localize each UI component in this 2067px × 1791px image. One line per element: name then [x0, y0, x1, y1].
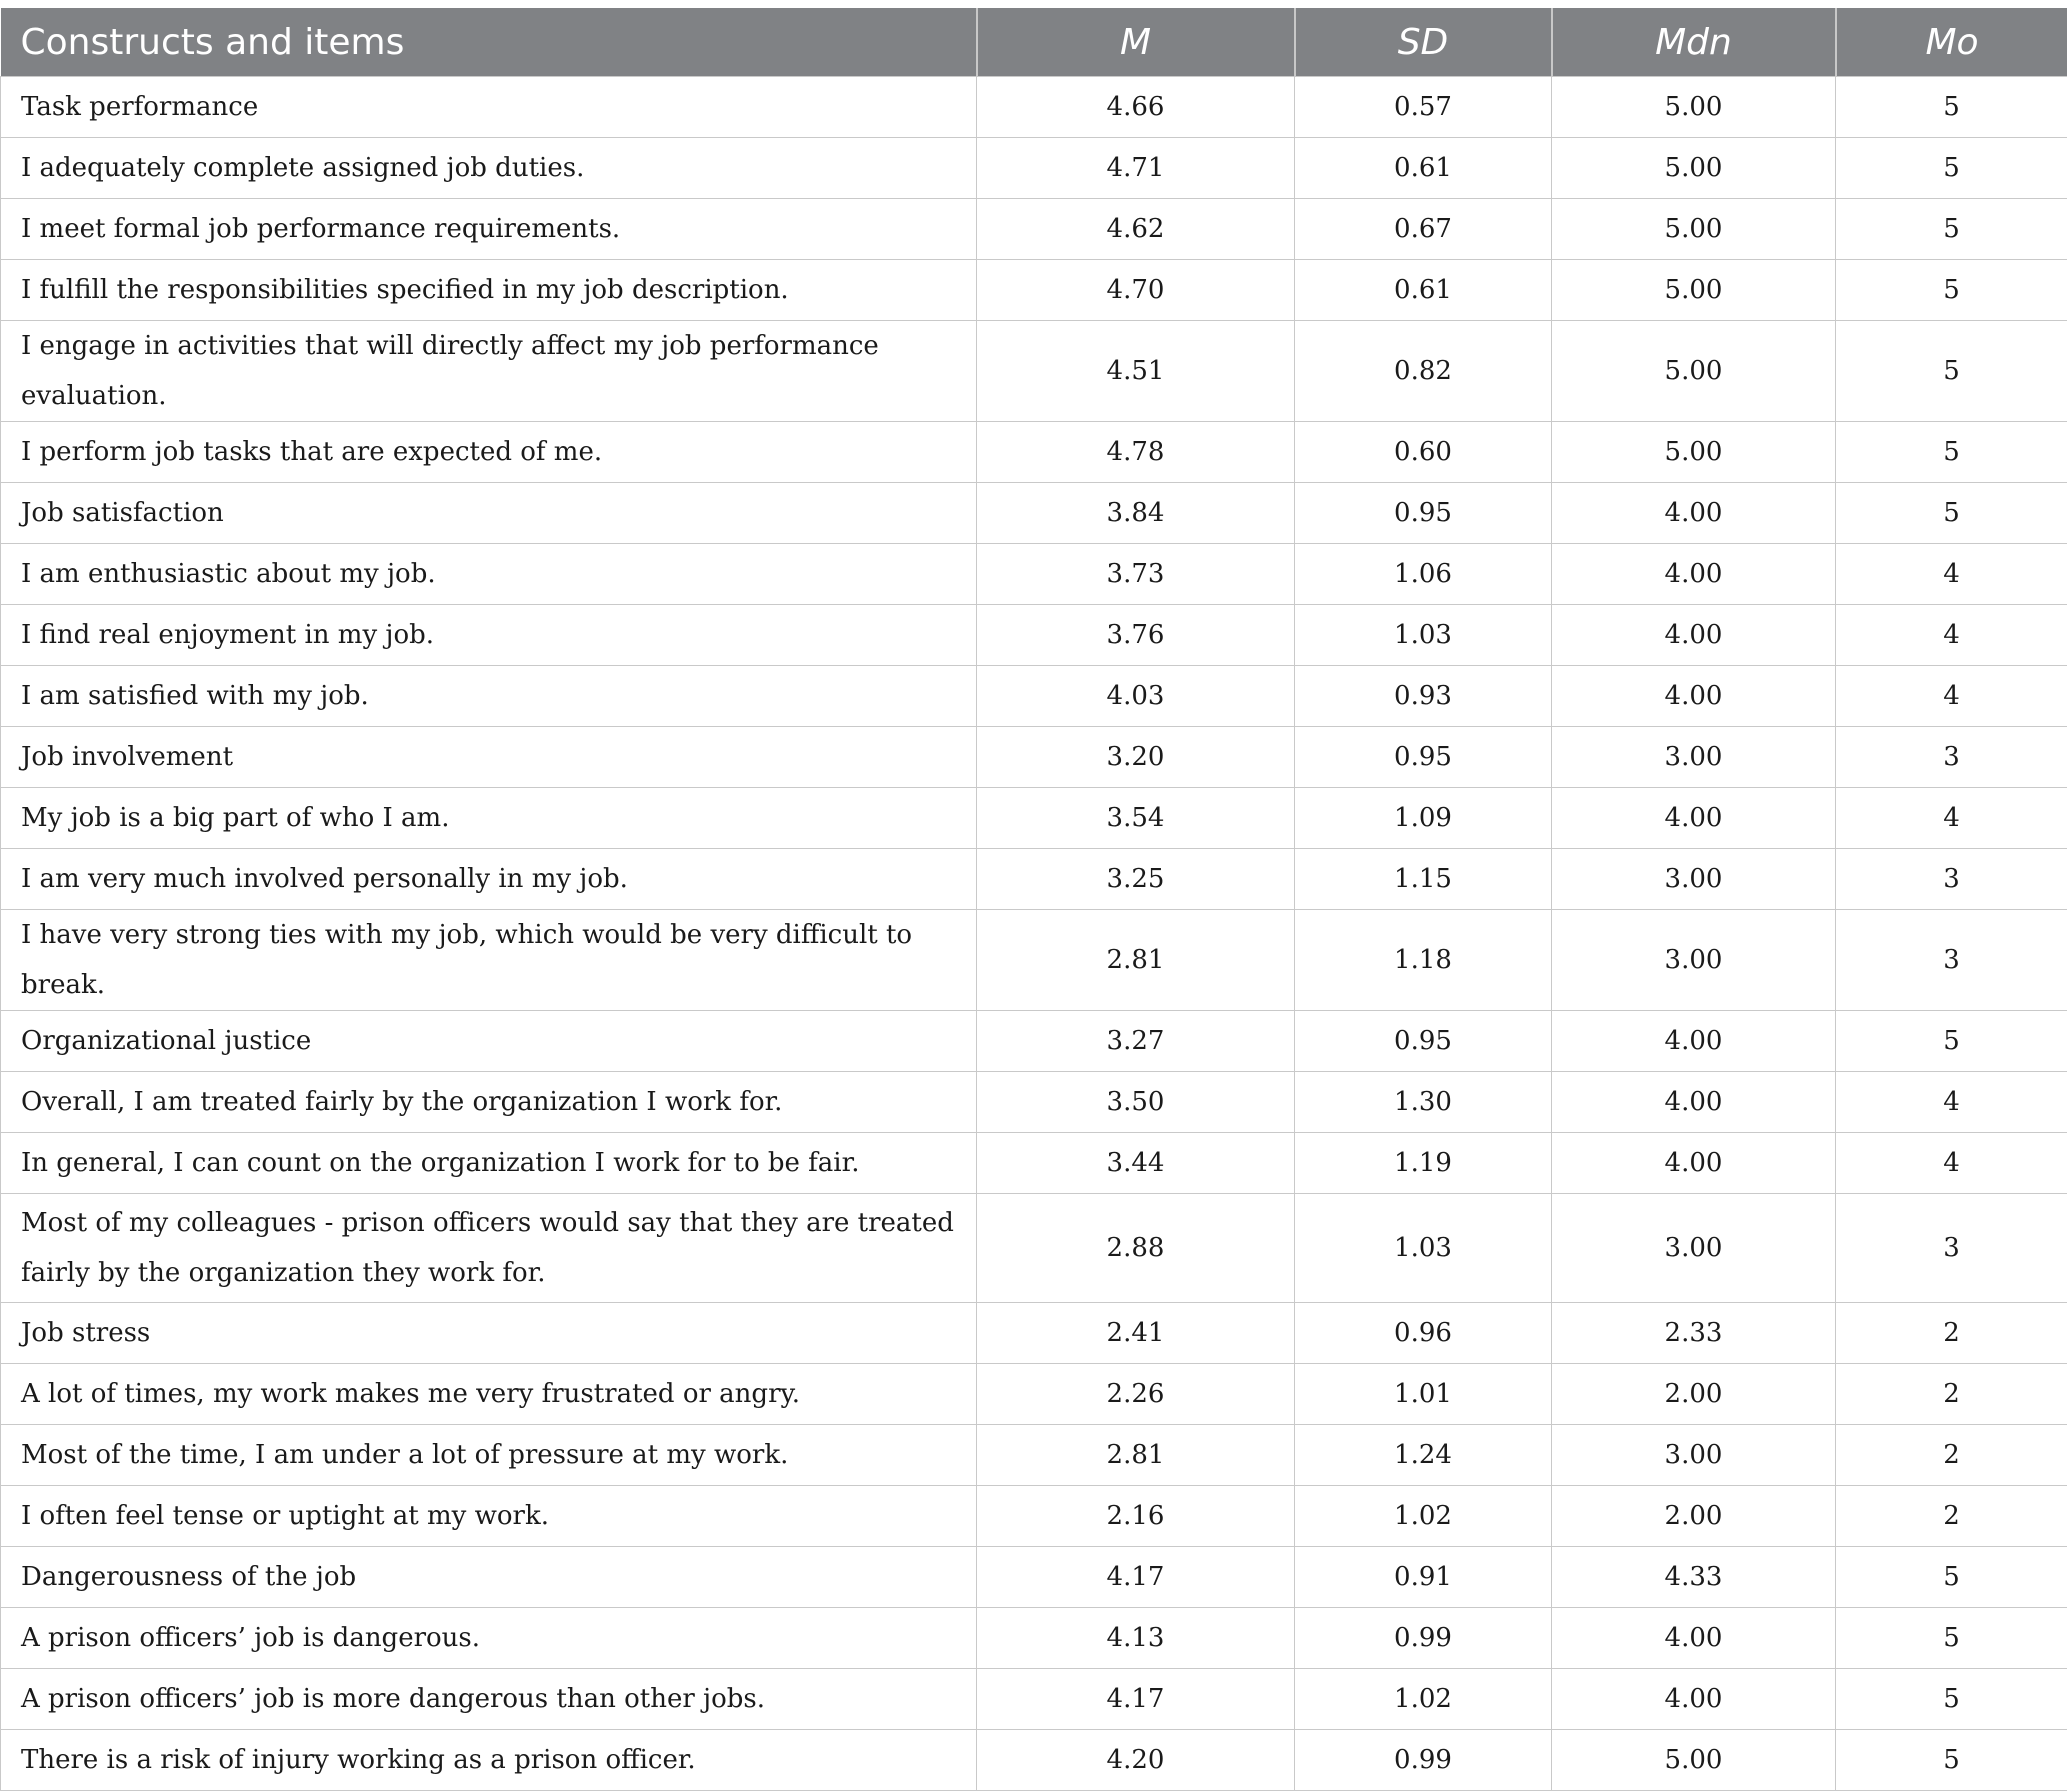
cell-median: 4.00 — [1552, 483, 1836, 544]
table-row — [1, 138, 2067, 199]
cell-standard-deviation: 0.91 — [1295, 1547, 1552, 1608]
cell-construct-item: A prison officers’ job is dangerous. — [1, 1608, 977, 1669]
cell-standard-deviation: 1.24 — [1295, 1425, 1552, 1486]
cell-construct-item: I meet formal job performance requirements. — [1, 199, 977, 260]
cell-mode: 5 — [1836, 260, 2067, 321]
cell-median: 4.00 — [1552, 1011, 1836, 1072]
cell-mean: 2.88 — [977, 1194, 1295, 1303]
cell-mean: 4.66 — [977, 77, 1295, 138]
cell-construct-item: Job satisfaction — [1, 483, 977, 544]
cell-construct-item: Most of the time, I am under a lot of pressure at my work. — [1, 1425, 977, 1486]
table-row — [1, 849, 2067, 910]
table-row — [1, 1072, 2067, 1133]
cell-standard-deviation: 1.01 — [1295, 1364, 1552, 1425]
cell-mean: 2.81 — [977, 1425, 1295, 1486]
cell-mode: 2 — [1836, 1303, 2067, 1364]
table-row — [1, 1669, 2067, 1730]
cell-mode: 4 — [1836, 544, 2067, 605]
cell-standard-deviation: 0.82 — [1295, 321, 1552, 422]
cell-construct-item: Most of my colleagues - prison officers would say that they are treated fairly by the organization they work for. — [1, 1194, 977, 1303]
cell-median: 3.00 — [1552, 727, 1836, 788]
cell-median: 3.00 — [1552, 849, 1836, 910]
cell-construct-item: I adequately complete assigned job duties. — [1, 138, 977, 199]
cell-standard-deviation: 1.19 — [1295, 1133, 1552, 1194]
cell-standard-deviation: 0.61 — [1295, 260, 1552, 321]
cell-construct-item: Dangerousness of the job — [1, 1547, 977, 1608]
cell-construct-item: Task performance — [1, 77, 977, 138]
cell-mean: 3.44 — [977, 1133, 1295, 1194]
cell-construct-item: A prison officers’ job is more dangerous than other jobs. — [1, 1669, 977, 1730]
cell-mean: 4.71 — [977, 138, 1295, 199]
table-header — [1, 8, 2067, 77]
cell-mode: 4 — [1836, 1133, 2067, 1194]
cell-median: 3.00 — [1552, 1194, 1836, 1303]
cell-standard-deviation: 0.99 — [1295, 1730, 1552, 1791]
cell-mean: 3.50 — [977, 1072, 1295, 1133]
cell-construct-item: Job stress — [1, 1303, 977, 1364]
cell-mode: 4 — [1836, 1072, 2067, 1133]
table-row — [1, 260, 2067, 321]
cell-mean: 4.17 — [977, 1669, 1295, 1730]
table-row — [1, 1364, 2067, 1425]
table-row — [1, 199, 2067, 260]
cell-mode: 5 — [1836, 1730, 2067, 1791]
cell-construct-item: I find real enjoyment in my job. — [1, 605, 977, 666]
table-row — [1, 727, 2067, 788]
cell-mode: 5 — [1836, 199, 2067, 260]
cell-median: 4.00 — [1552, 666, 1836, 727]
descriptive-statistics-table — [0, 8, 2067, 1791]
table-row — [1, 422, 2067, 483]
cell-mode: 5 — [1836, 1669, 2067, 1730]
cell-median: 4.00 — [1552, 1608, 1836, 1669]
table-row — [1, 77, 2067, 138]
descriptive-statistics-table-container — [0, 8, 2067, 1791]
cell-mode: 2 — [1836, 1425, 2067, 1486]
cell-standard-deviation: 0.67 — [1295, 199, 1552, 260]
cell-standard-deviation: 0.93 — [1295, 666, 1552, 727]
cell-standard-deviation: 0.61 — [1295, 138, 1552, 199]
cell-construct-item: Organizational justice — [1, 1011, 977, 1072]
cell-mode: 4 — [1836, 788, 2067, 849]
cell-standard-deviation: 0.60 — [1295, 422, 1552, 483]
cell-median: 5.00 — [1552, 199, 1836, 260]
cell-mode: 3 — [1836, 1194, 2067, 1303]
cell-mean: 3.20 — [977, 727, 1295, 788]
cell-standard-deviation: 0.95 — [1295, 483, 1552, 544]
cell-mode: 3 — [1836, 727, 2067, 788]
cell-median: 2.00 — [1552, 1364, 1836, 1425]
cell-mean: 3.73 — [977, 544, 1295, 605]
cell-construct-item: Overall, I am treated fairly by the organization I work for. — [1, 1072, 977, 1133]
cell-mean: 3.84 — [977, 483, 1295, 544]
cell-mean: 2.26 — [977, 1364, 1295, 1425]
cell-mode: 5 — [1836, 321, 2067, 422]
cell-construct-item: I fulfill the responsibilities specified in my job description. — [1, 260, 977, 321]
cell-mean: 2.41 — [977, 1303, 1295, 1364]
cell-mean: 3.54 — [977, 788, 1295, 849]
table-row — [1, 1486, 2067, 1547]
cell-construct-item: I am enthusiastic about my job. — [1, 544, 977, 605]
cell-mean: 2.16 — [977, 1486, 1295, 1547]
table-row — [1, 1425, 2067, 1486]
cell-construct-item: In general, I can count on the organization I work for to be fair. — [1, 1133, 977, 1194]
cell-median: 4.00 — [1552, 605, 1836, 666]
header-mean: M — [977, 8, 1295, 77]
cell-standard-deviation: 1.18 — [1295, 910, 1552, 1011]
table-row — [1, 1303, 2067, 1364]
cell-mean: 4.70 — [977, 260, 1295, 321]
cell-mean: 3.25 — [977, 849, 1295, 910]
cell-mode: 5 — [1836, 138, 2067, 199]
cell-mode: 5 — [1836, 422, 2067, 483]
table-row — [1, 544, 2067, 605]
cell-mode: 5 — [1836, 1547, 2067, 1608]
header-median: Mdn — [1552, 8, 1836, 77]
cell-mode: 2 — [1836, 1486, 2067, 1547]
cell-mean: 3.76 — [977, 605, 1295, 666]
table-row — [1, 788, 2067, 849]
header-mode: Mo — [1836, 8, 2067, 77]
cell-construct-item: I am satisfied with my job. — [1, 666, 977, 727]
cell-median: 3.00 — [1552, 910, 1836, 1011]
cell-construct-item: Job involvement — [1, 727, 977, 788]
cell-mode: 3 — [1836, 849, 2067, 910]
table-row — [1, 605, 2067, 666]
cell-standard-deviation: 0.95 — [1295, 1011, 1552, 1072]
cell-median: 5.00 — [1552, 138, 1836, 199]
cell-mean: 4.17 — [977, 1547, 1295, 1608]
cell-mean: 4.51 — [977, 321, 1295, 422]
cell-mode: 5 — [1836, 1608, 2067, 1669]
table-row — [1, 666, 2067, 727]
cell-mode: 2 — [1836, 1364, 2067, 1425]
cell-median: 5.00 — [1552, 422, 1836, 483]
cell-standard-deviation: 0.99 — [1295, 1608, 1552, 1669]
cell-median: 4.00 — [1552, 1133, 1836, 1194]
table-row — [1, 910, 2067, 1011]
header-row — [1, 8, 2067, 77]
cell-construct-item: I often feel tense or uptight at my work. — [1, 1486, 977, 1547]
cell-mean: 4.03 — [977, 666, 1295, 727]
table-row — [1, 483, 2067, 544]
table-row — [1, 1730, 2067, 1791]
cell-standard-deviation: 0.57 — [1295, 77, 1552, 138]
cell-median: 4.33 — [1552, 1547, 1836, 1608]
cell-median: 4.00 — [1552, 1072, 1836, 1133]
cell-standard-deviation: 1.03 — [1295, 605, 1552, 666]
table-row — [1, 1194, 2067, 1303]
cell-mean: 2.81 — [977, 910, 1295, 1011]
cell-standard-deviation: 1.02 — [1295, 1486, 1552, 1547]
table-row — [1, 1011, 2067, 1072]
cell-standard-deviation: 1.03 — [1295, 1194, 1552, 1303]
cell-median: 4.00 — [1552, 544, 1836, 605]
cell-median: 4.00 — [1552, 788, 1836, 849]
table-body — [1, 77, 2067, 1791]
cell-mean: 4.13 — [977, 1608, 1295, 1669]
cell-median: 5.00 — [1552, 321, 1836, 422]
cell-construct-item: I am very much involved personally in my job. — [1, 849, 977, 910]
cell-standard-deviation: 1.06 — [1295, 544, 1552, 605]
cell-mode: 3 — [1836, 910, 2067, 1011]
cell-standard-deviation: 0.95 — [1295, 727, 1552, 788]
cell-median: 5.00 — [1552, 260, 1836, 321]
cell-mean: 4.78 — [977, 422, 1295, 483]
cell-mode: 4 — [1836, 605, 2067, 666]
cell-construct-item: I perform job tasks that are expected of me. — [1, 422, 977, 483]
header-standard-deviation: SD — [1295, 8, 1552, 77]
cell-median: 4.00 — [1552, 1669, 1836, 1730]
cell-construct-item: There is a risk of injury working as a prison officer. — [1, 1730, 977, 1791]
cell-median: 2.00 — [1552, 1486, 1836, 1547]
cell-standard-deviation: 1.02 — [1295, 1669, 1552, 1730]
table-row — [1, 1133, 2067, 1194]
table-row — [1, 1547, 2067, 1608]
table-row — [1, 1608, 2067, 1669]
cell-construct-item: My job is a big part of who I am. — [1, 788, 977, 849]
cell-median: 2.33 — [1552, 1303, 1836, 1364]
cell-mean: 4.20 — [977, 1730, 1295, 1791]
cell-median: 5.00 — [1552, 1730, 1836, 1791]
cell-standard-deviation: 0.96 — [1295, 1303, 1552, 1364]
cell-mode: 5 — [1836, 1011, 2067, 1072]
cell-mode: 5 — [1836, 483, 2067, 544]
cell-mode: 5 — [1836, 77, 2067, 138]
cell-construct-item: A lot of times, my work makes me very frustrated or angry. — [1, 1364, 977, 1425]
cell-mean: 4.62 — [977, 199, 1295, 260]
cell-construct-item: I engage in activities that will directly affect my job performance evaluation. — [1, 321, 977, 422]
cell-mean: 3.27 — [977, 1011, 1295, 1072]
cell-median: 5.00 — [1552, 77, 1836, 138]
cell-median: 3.00 — [1552, 1425, 1836, 1486]
cell-standard-deviation: 1.30 — [1295, 1072, 1552, 1133]
cell-standard-deviation: 1.09 — [1295, 788, 1552, 849]
cell-standard-deviation: 1.15 — [1295, 849, 1552, 910]
header-constructs-and-items: Constructs and items — [1, 8, 977, 77]
cell-mode: 4 — [1836, 666, 2067, 727]
table-row — [1, 321, 2067, 422]
cell-construct-item: I have very strong ties with my job, which would be very difficult to break. — [1, 910, 977, 1011]
